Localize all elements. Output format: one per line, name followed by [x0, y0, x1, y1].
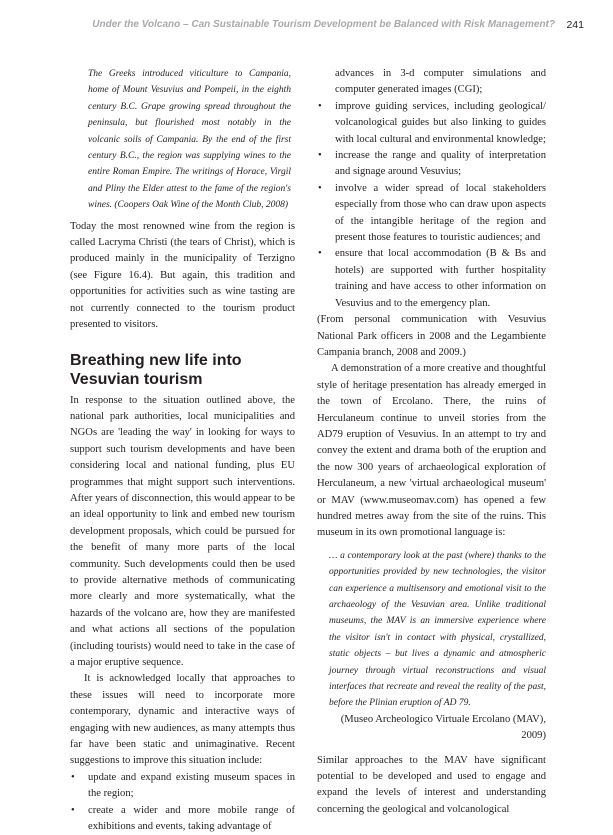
list-item: • update and expand existing museum spaces in the region; — [71, 771, 295, 800]
source-note: (From personal communication with Vesuvius National Park officers in 2008 and the Legambiente Campania branch, 2008 and 2009.) — [317, 314, 546, 358]
ercolano-paragraph: A demonstration of a more creative and thoughtful style of heritage presentation has already emerged in the town of Ercolano. There, the ruins of Herculaneum continue to unveil stories from the AD79 eruption of Vesuvius. In an attempt to try and convey the extent and drama both of the eruption and the now 300 years of archaeological exploration of Herculaneum, a new 'virtual archaeological museum' or MAV (www.museomav.com) has opened a few hundred metres away from the site of the ruins. This museum in its own promotional language is: — [317, 363, 546, 539]
list-item: • ensure that local accommodation (B & Bs and hotels) are supported with further hospitality training and have access to other information on Vesuvius and to the emergency plan. — [318, 248, 546, 309]
mav-quote: … a contemporary look at the past (where) thanks to the opportunities provided by new technologies, the visitor can experience a multisensory and emotional visit to the archaeology of the Vesuvian area. Unlike traditional museums, the MAV is an immersive experience where the visitor isn't in contact with physical, crystallized, static objects – but lives a dynamic and atmospheric journey through virtual reconstructions and visual interfaces that recreate and reveal the reality of the past, before the Plinian eruption of AD 79. — [329, 550, 546, 709]
page-number: 241 — [566, 19, 584, 31]
bullet-icon: • — [71, 804, 75, 816]
bullet-icon: • — [318, 100, 322, 112]
wine-history-quote: The Greeks introduced viticulture to Campania, home of Mount Vesuvius and Pompeii, in the eighth century B.C. Grape growing spread throughout the peninsula, but flourished most notably in the volcanic soils of Campania. By the end of the first century B.C., the region was supplying wines to the entire Roman Empire. The writings of Horace, Virgil and Pliny the Elder attest to the fame of the region's wines. (Coopers Oak Wine of the Month Club, 2008) — [88, 69, 291, 211]
list-item: • create a wider and more mobile range of exhibitions and events, taking advantage of — [71, 804, 295, 833]
bullet-icon: • — [318, 150, 322, 162]
right-column — [317, 66, 546, 818]
suggestions-list-continued — [317, 99, 546, 312]
similar-approaches-paragraph: Similar approaches to the MAV have significant potential to be developed and used to engage and expand the levels of interest and understanding concerning the geological and volcanological — [317, 754, 546, 815]
running-title: Under the Volcano – Can Sustainable Tourism Development be Balanced with Risk Management? — [92, 19, 555, 30]
running-header — [0, 19, 613, 35]
list-continuation: advances in 3-d computer simulations and computer generated images (CGI); — [335, 68, 546, 96]
bullet-icon: • — [318, 248, 322, 260]
suggestions-intro-paragraph: It is acknowledged locally that approaches to these issues will need to incorporate more contemporary, dynamic and interactive ways of engaging with new audiences, as many attempts thus far have been static and unimaginative. Recent suggestions to improve this situation include: — [70, 673, 295, 767]
bullet-icon: • — [318, 182, 322, 194]
left-column — [70, 66, 295, 835]
suggestions-list — [70, 770, 295, 835]
section-heading: Breathing new life into Vesuvian tourism — [70, 351, 242, 388]
lacryma-christi-paragraph: Today the most renowned wine from the region is called Lacryma Christi (the tears of Christ), which is produced mainly in the municipality of Terzigno (see Figure 16.4). But again, this tradition and opportunities for activities such as wine tasting are not currently connected to the tourism product presented to visitors. — [70, 220, 295, 331]
mav-quote-citation: (Museo Archeologico Virtuale Ercolano (MAV), 2009) — [340, 713, 546, 742]
bullet-icon: • — [71, 771, 75, 783]
response-paragraph: In response to the situation outlined above, the national park authorities, local municipalities and NGOs are 'leading the way' in looking for ways to support such tourism developments and have been considering local and national funding, plus EU programmes that might support such interventions. After years of disconnection, this would appear to be an ideal opportunity to link and embed new tourism development proposals, which could be pursued for the benefit of many more parts of the local community. Such developments could then be used to provide alternative methods of communicating more clearly and more systematically, what the hazards of the volcano are, how they are manifested and what actions all sections of the population (including tourists) would need to take in the case of a major eruptive sequence. — [70, 394, 295, 668]
list-item: • increase the range and quality of interpretation and signage around Vesuvius; — [318, 150, 546, 178]
list-item: • improve guiding services, including geological/ volcanological guides but also linking to guides with local cultural and environmental knowledge; — [318, 100, 546, 145]
list-item: • involve a wider spread of local stakeholders especially from those who can draw upon aspects of the intangible heritage of the region and present those features to touristic audiences; and — [318, 182, 546, 244]
